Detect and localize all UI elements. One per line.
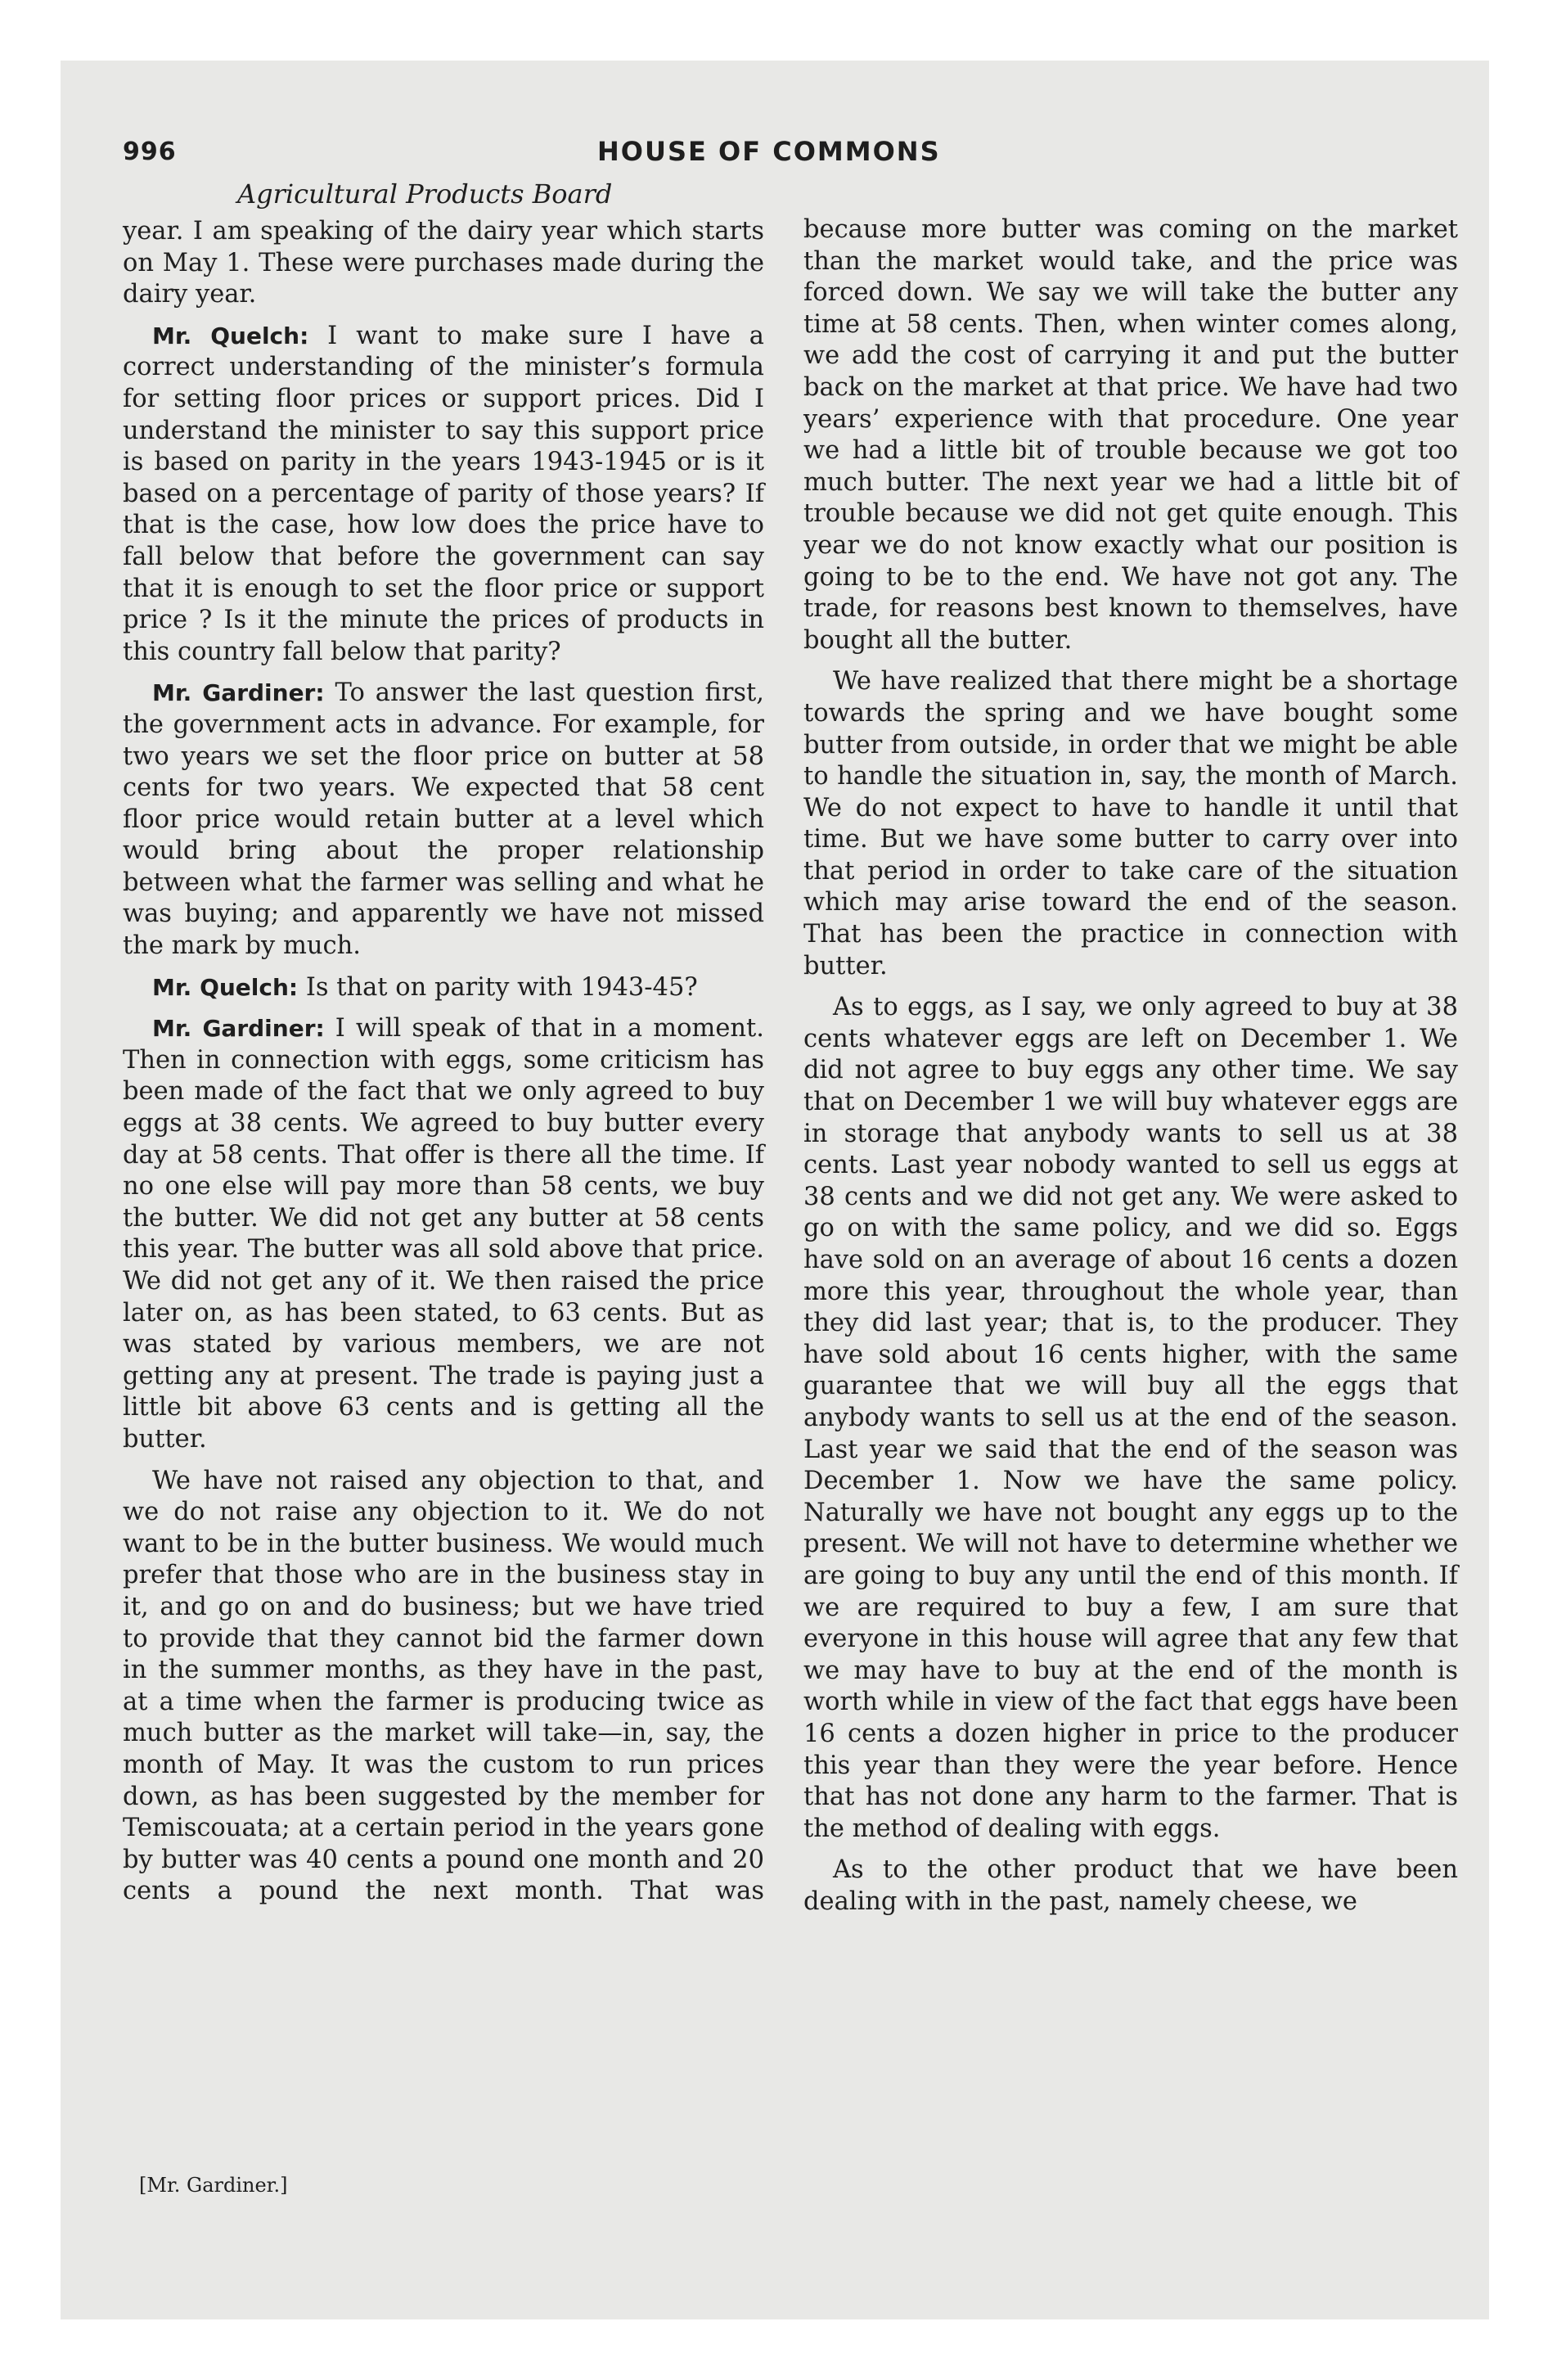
paragraph: As to eggs, as I say, we only agreed to buy at 38 cents whatever eggs are left on December 1. We did not agree to buy eggs any other time. We say that on December 1 we will buy whatever eggs are in storage that anybody wants to sell us at 38 cents. Last year nobody wanted to sell us eggs at 38 cents and we did not get any. We were asked to go on with the same policy, and we did so. Eggs have sold on an average of about 16 cents a dozen more this year, throughout the whole year, than they did last year; that is, to the producer. They have sold about 16 cents higher, with the same guarantee that we will buy all the eggs that anybody wants to sell us at the end of the season. Last year we said that the end of the season was December 1. Now we have the same policy. Naturally we have not bought any eggs up to the present. We will not have to determine whether we are going to buy any until the end of this month. If we are required to buy a few, I am sure that everyone in this house will agree that any few that we may have to buy at the end of the month is worth while in view of the fact that eggs have been 16 cents a dozen higher in price to the producer this year than they were the year before. Hence that has not done any harm to the farmer. That is the method of dealing with eggs.: [803, 993, 1458, 1843]
paragraph: because more butter was coming on the market than the market would take, and the price was forced down. We say we will take the butter any time at 58 cents. Then, when winter comes along, we add the cost of carrying it and put the butter back on the market at that price. We have had two years’ experience with that procedure. One year we had a little bit of trouble because we got too much butter. The next year we had a little bit of trouble because we did not get quite enough. This year we do not know exactly what our position is going to be to the end. We have not got any. The trade, for reasons best known to themselves, have bought all the butter.: [803, 215, 1458, 655]
right-column: [803, 214, 1458, 1927]
speech-text: To answer the last question first, the government acts in advance. For example, for two years we set the floor price on butter at 58 cents for two years. We expected that 58 cent floor price would retain butter at a level which would bring about the proper relationship between what the farmer was selling and what he was buying; and apparently we have not missed the mark by much.: [123, 678, 764, 961]
page-number: 996: [123, 137, 177, 166]
speaker-name: Mr. Quelch:: [152, 322, 309, 349]
speech-text: I want to make sure I have a correct understanding of the minister’s formula for setting floor prices or support prices. Did I understand the minister to say this support price is based on parity in the years 1943-1945 or is it based on a percentage of parity of those years? If that is the case, how low does the price have to fall below that before the government can say that it is enough to set the floor price or support price ? Is it the minute the prices of products in this country fall below that parity?: [123, 321, 764, 666]
speech-text: I will speak of that in a moment. Then in connection with eggs, some criticism has been made of the fact that we only agreed to buy eggs at 38 cents. We agreed to buy butter every day at 58 cents. That offer is there all the time. If no one else will pay more than 58 cents, we buy the butter. We did not get any butter at 58 cents this year. The butter was all sold above that price. We did not get any of it. We then raised the price later on, as has been stated, to 63 cents. But as was stated by various members, we are not getting any at present. The trade is paying just a little bit above 63 cents and is getting all the butter.: [123, 1014, 764, 1454]
page-header: [123, 133, 1465, 174]
running-title: HOUSE OF COMMONS: [597, 136, 941, 167]
paragraph: We have not raised any objection to that, and we do not raise any objection to it. We do not want to be in the butter business. We would much prefer that those who are in the business stay in it, and go on and do business; but we have tried to provide that they cannot bid the farmer down in the summer months, as they have in the past, at a time when the farmer is producing twice as much butter as the market will take—in, say, the month of May. It was the custom to run prices down, as has been suggested by the member for Temiscouata; at a certain period in the years gone by butter was 40 cents a pound one month and 20 cents a pound the next month. That was: [123, 1466, 764, 1906]
paragraph: year. I am speaking of the dairy year which starts on May 1. These were purchases made during the dairy year.: [123, 217, 764, 309]
section-title: Agricultural Products Board: [237, 178, 613, 210]
paragraph: [123, 678, 764, 962]
paragraph: [123, 321, 764, 669]
speaker-name: Mr. Gardiner:: [152, 679, 325, 707]
paragraph: We have realized that there might be a shortage towards the spring and we have bought some butter from outside, in order that we might be able to handle the situation in, say, the month of March. We do not expect to have to handle it until that time. But we have some butter to carry over into that period in order to take care of the situation which may arise toward the end of the season. That has been the practice in connection with butter.: [803, 667, 1458, 980]
left-column: [123, 216, 764, 1918]
speaker-footnote: [Mr. Gardiner.]: [139, 2174, 288, 2197]
paragraph: As to the other product that we have been dealing with in the past, namely cheese, we: [803, 1855, 1458, 1916]
speech-text: Is that on parity with 1943-45?: [298, 972, 698, 1002]
speaker-name: Mr. Gardiner:: [152, 1015, 325, 1043]
paragraph: [123, 972, 764, 1004]
speaker-name: Mr. Quelch:: [152, 973, 299, 1001]
paragraph: [123, 1013, 764, 1455]
